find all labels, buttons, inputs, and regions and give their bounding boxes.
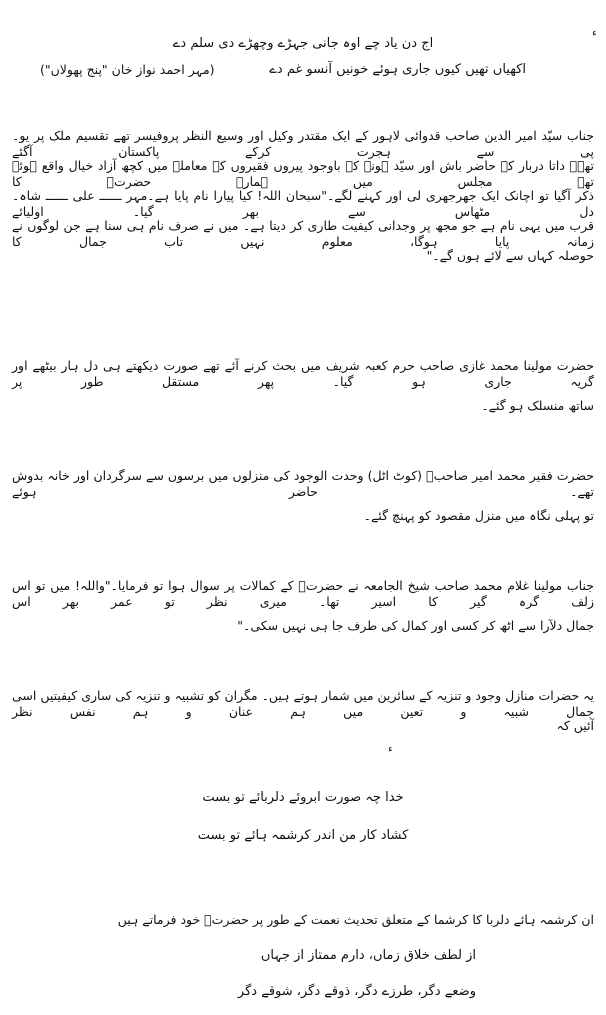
paragraph-2-line-2: ساتھ منسلک ہو گئے۔: [481, 398, 594, 413]
paragraph-1-line-1: جناب سیّد امیر الدین صاحب قدوائی لاہور کے ایک مقتدر وکیل اور وسیع النظر پروفیسر تھے تقسیم ملک پر یو۔ پی سے ہجرت کرکے پاکستان آگئے: [12, 128, 594, 159]
paragraph-3-line-1: حضرت فقیر محمد امیر صاحبؒ (کوٹ اٹل) وحدت الوجود کی منزلوں میں برسوں سے سرگردان اور خانہ بدوش تھے۔ حاضر ہوئے: [12, 468, 594, 499]
paragraph-5-line-1: یہ حضرات منازل وجود و تنزیہ کے سائرین میں شمار ہوتے ہیں۔ مگران کو تشبیہ و تنزیہ کی ساری کیفیتیں اسی جمال شبیہ و تعین میں ہم عنان و ہم نفس نظر: [12, 688, 594, 719]
verse-2-intro: ان کرشمہ ہائے دلربا کا کرشما کے متعلق تحدیث نعمت کے طور پر حضرتؒ خود فرماتے ہیں: [117, 912, 594, 927]
corner-mark: ء: [592, 28, 597, 39]
heading-verse-line-2: اکھیاں تھیں کیوں جاری ہوئے خونیں آنسو غم دے: [269, 62, 526, 77]
verse-1-line-1: خدا چہ صورت ابروئے دلربائے تو بست: [202, 790, 404, 805]
paragraph-1-line-4: قرب میں یہی نام ہے جو مجھ پر وجدانی کیفیت طاری کر دیتا ہے۔ میں نے صرف نام ہی سنا ہے جن لوگوں نے زمانہ پایا ہوگا، معلوم نہیں تاب جمال کا: [12, 218, 594, 249]
verse-2-line-1: از لطف خلاق زماں، دارم ممتاز از جہاں: [260, 948, 476, 963]
paragraph-5-line-2: آئیں کہ: [556, 718, 594, 733]
paragraph-1-line-3: ذکر آگیا تو اچانک ایک جھرجھری لی اور کہنے لگے۔"سبحان اللہ! کیا پیارا نام پایا ہے۔مہر ــــــ علی ــــــ شاہ۔ دل مٹھاس سے بھر گیا۔ اولیائے: [12, 188, 594, 219]
heading-verse-line-1: اج دن یاد چے اوہ جانی جہڑے وچھڑے دی سلم دے: [172, 36, 434, 51]
paragraph-3-line-2: تو پہلی نگاہ میں منزل مقصود کو پہنچ گئے۔: [363, 508, 594, 523]
verse-2-line-2: وضعے دگر، طرزے دگر، ذوقے دگر، شوقے دگر: [237, 984, 476, 999]
verse-ornament-mark: ء: [388, 744, 393, 755]
paragraph-4-line-1: جناب مولینا غلام محمد صاحب شیخ الجامعہ نے حضرتؒ کے کمالات پر سوال ہوا تو فرمایا۔"واللہ! میں تو اس زلف گرہ گیر کا اسیر تھا۔ میری نظر تو عمر بھر اس: [12, 578, 594, 609]
paragraph-2-line-1: حضرت مولینا محمد غازی صاحب حرم کعبہ شریف میں بحث کرنے آئے تھے صورت دیکھتے ہی دل ہار بیٹھے اور گریہ جاری ہو گیا۔ پھر مستقل طور پر: [12, 358, 594, 389]
verse-1-line-2: کشاد کار من اندر کرشمہ ہائے تو بست: [197, 828, 409, 843]
paragraph-1-line-2: تھے۔ داتا دربار کے حاضر باش اور سیّد ہونے کے باوجود پیروں فقیروں کے معاملہ میں کچھ آزاد خیال واقع ہوئے تھے مجلس میں ہمارے حضرتؒ کا: [12, 158, 594, 189]
paragraph-1-line-5: حوصلہ کہاں سے لائے ہوں گے۔": [426, 248, 594, 263]
paragraph-4-line-2: جمال دلآرا سے اٹھ کر کسی اور کمال کی طرف جا ہی نہیں سکی۔": [237, 618, 594, 633]
heading-author: (مہر احمد نواز خان "پنج پھولاں"): [40, 62, 215, 77]
